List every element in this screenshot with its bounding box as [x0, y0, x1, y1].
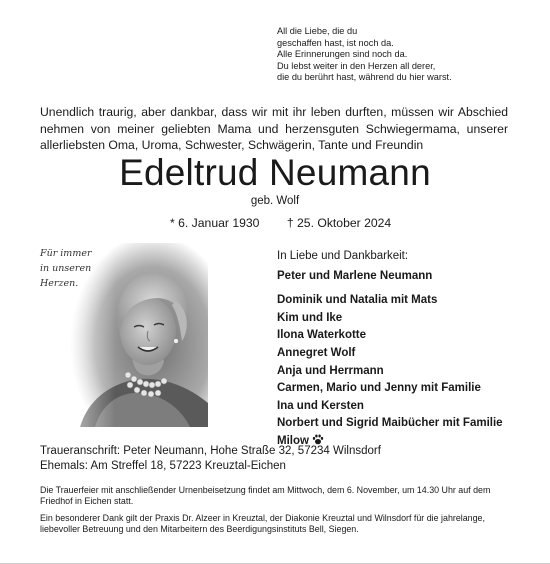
ceremony-note: Die Trauerfeier mit anschließender Urnenbeisetzung findet am Mittwoch, dem 6. November, um 14.30 Uhr auf dem Friedhof in Eichen statt.: [40, 485, 491, 507]
address-line: Traueranschrift: Peter Neumann, Hohe Straße 32, 57234 Wilnsdorf: [40, 445, 381, 457]
mourner-name: Norbert und Sigrid Maibücher mit Familie: [277, 417, 503, 430]
quote-line: in unseren: [40, 263, 92, 274]
mourner-name: Ilona Waterkotte: [277, 329, 367, 342]
mourner-name: Milow: [277, 434, 309, 447]
mourner-name: Carmen, Mario und Jenny mit Familie: [277, 382, 481, 395]
poem-line: All die Liebe, die du: [277, 26, 358, 36]
deceased-name: Edeltrud Neumann: [119, 152, 431, 193]
funeral-notes: [40, 485, 510, 541]
farewell-text: Unendlich traurig, aber dankbar, dass wir mit ihr leben durften, müssen wir Abschied nehmen von meiner geliebten Mama und herzensguten Schwiegermama, unserer allerliebsten Oma, Uroma, Schwester, Schwägerin, Tante und Freundin: [40, 105, 508, 153]
quote-line: Für immer: [40, 248, 92, 259]
birth-name: geb. Wolf: [250, 195, 300, 207]
mourning-address: [40, 444, 381, 474]
poem-line: die du berührt hast, während du hier warst.: [277, 72, 452, 83]
death-date: † 25. Oktober 2024: [286, 216, 392, 230]
poem-line: Alle Erinnerungen sind noch da.: [277, 49, 408, 60]
address-line: Ehemals: Am Streffel 18, 57223 Kreuztal-Eichen: [40, 460, 286, 472]
mourner-name: Anja und Herrmann: [277, 364, 384, 377]
mourner-name: Peter und Marlene Neumann: [277, 269, 433, 282]
memorial-poem: [277, 26, 452, 84]
photo-quote: [40, 246, 92, 291]
birth-date: * 6. Januar 1930: [170, 216, 260, 230]
quote-line: Herzen.: [40, 278, 79, 289]
mourner-name: Ina und Kersten: [277, 399, 364, 412]
thanks-note: Ein besonderer Dank gilt der Praxis Dr. Alzeer in Kreuztal, der Diakonie Kreuztal und Wilnsdorf für die jahrelange, liebevoller Betreuung und den Mitarbeitern des Beerdigungsinstituts Bell, Siegen.: [40, 512, 485, 535]
mourners-intro: In Liebe und Dankbarkeit:: [277, 250, 409, 262]
poem-line: geschaffen hast, ist noch da.: [277, 37, 394, 48]
mourner-name: Kim und Ike: [277, 311, 343, 324]
mourners-list: [277, 248, 503, 452]
mourner-name: Annegret Wolf: [277, 346, 356, 359]
life-dates: [170, 216, 391, 230]
poem-line: Du lebst weiter in den Herzen all derer,: [277, 60, 436, 71]
mourner-name: Dominik und Natalia mit Mats: [277, 294, 438, 307]
